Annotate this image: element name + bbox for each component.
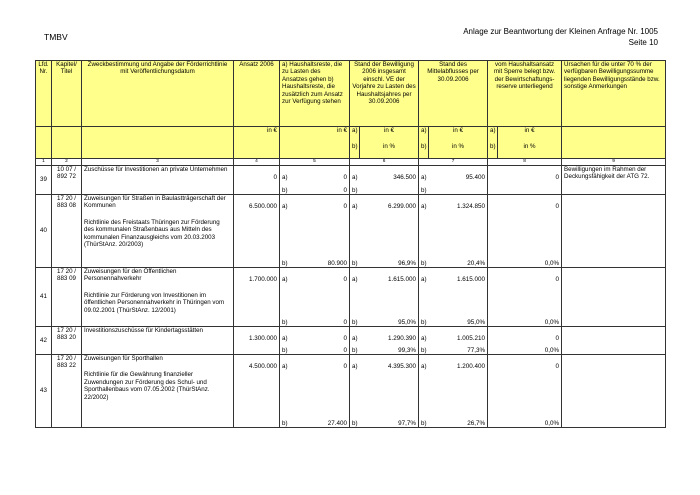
row-bewilligung: 6.299.000 96,9% — [360, 195, 419, 268]
row-zweck — [82, 268, 234, 327]
row-sperre-ab — [488, 166, 498, 195]
row-bewilligung: 346.500 — [360, 166, 419, 195]
document-header-right — [463, 26, 658, 48]
row-mittelabfluss: 1.324.850 20,4% — [429, 195, 488, 268]
row-sperre: 0 — [498, 166, 562, 195]
richtlinie-text: Richtlinie für die Gewährung finanzieller Zuwendungen zur Förderung des Schul- und Sporthallenbaus vom 07.05.2002 (ThürStAnz. 22/2002) — [84, 371, 210, 401]
zweck-text: Zuweisungen für Straßen in Baulastträgerschaft der Kommunen — [84, 195, 226, 210]
row-kapitel: 17 20 / 883 20 — [52, 327, 82, 355]
document-header-left: TMBV — [44, 32, 68, 42]
row-reste: 0 0 — [290, 268, 350, 327]
table-row — [36, 195, 666, 268]
row-bew-ab: a) b) — [350, 327, 360, 355]
row-bewilligung: 1.615.000 95,0% — [360, 268, 419, 327]
table-row — [36, 166, 666, 195]
row-zweck — [82, 166, 234, 195]
col-index: 5 — [280, 159, 350, 166]
col-index: 4 — [234, 159, 280, 166]
table-row — [36, 268, 666, 327]
row-abf-ab: a) b) — [419, 327, 429, 355]
row-sperre: 0 0,0% — [498, 195, 562, 268]
row-sperre: 0 0,0% — [498, 355, 562, 428]
row-number: 39 — [36, 166, 52, 195]
row-ansatz: 0 — [234, 166, 280, 195]
annex-title: Anlage zur Beantwortung der Kleinen Anfrage Nr. 1005 — [463, 27, 658, 36]
row-number: 42 — [36, 327, 52, 355]
col-index: 3 — [82, 159, 234, 166]
row-mittelabfluss: 95.400 — [429, 166, 488, 195]
row-bew-ab: a) b) — [350, 268, 360, 327]
zweck-text: Investitionszuschüsse für Kindertagsstätten — [84, 327, 204, 334]
unit-sperre: in € in % — [498, 127, 562, 159]
budget-table — [35, 60, 666, 428]
col-index: 1 — [36, 159, 52, 166]
col-header-haushaltsreste: a) Haushaltsreste, die zu Lasten des Ansatzes gehen b) Haushaltsreste, die zusätzlich zum Ansatz zur Verfügung stehen — [280, 61, 350, 127]
row-abf-ab: a) b) — [419, 195, 429, 268]
col-index: 6 — [350, 159, 419, 166]
col-header-bewilligung: Stand der Bewilligung 2006 insgesamt einschl. VE der Vorjahre zu Lasten des Haushaltsjahres per 30.09.2006 — [350, 61, 419, 127]
units-row — [36, 127, 666, 159]
row-ansatz: 1.700.000 — [234, 268, 280, 327]
row-bewilligung: 1.290.390 99,3% — [360, 327, 419, 355]
row-abf-ab: a) b) — [419, 268, 429, 327]
row-sperre-ab — [488, 195, 498, 268]
col-header-kapitel: Kapitel/ Titel — [52, 61, 82, 127]
row-reste-ab: a) b) — [280, 327, 290, 355]
unit-abf: in € in % — [429, 127, 488, 159]
row-zweck — [82, 327, 234, 355]
row-ursachen — [562, 327, 666, 355]
row-ursachen: Bewilligungen im Rahmen der Deckungsfähigkeit der ATG 72. — [562, 166, 666, 195]
row-reste: 0 0 — [290, 166, 350, 195]
row-reste: 0 80.900 — [290, 195, 350, 268]
row-reste-ab: a) b) — [280, 355, 290, 428]
row-bewilligung: 4.395.300 97,7% — [360, 355, 419, 428]
row-sperre-ab — [488, 355, 498, 428]
row-abf-ab: a) b) — [419, 166, 429, 195]
row-ursachen — [562, 355, 666, 428]
row-ansatz: 6.500.000 — [234, 195, 280, 268]
row-abf-ab: a) b) — [419, 355, 429, 428]
unit-sperre-ab: a) b) — [488, 127, 498, 159]
richtlinie-text: Richtlinie des Freistaats Thüringen zur Förderung des kommunalen Straßenbaus aus Mitteln des kommunalen Finanzausgleichs vom 20.03.2003 (ThürStAnz. 20/2003) — [84, 218, 220, 249]
row-mittelabfluss: 1.200.400 26,7% — [429, 355, 488, 428]
row-mittelabfluss: 1.615.000 95,0% — [429, 268, 488, 327]
row-ursachen — [562, 268, 666, 327]
row-kapitel: 10 07 / 892 72 — [52, 166, 82, 195]
col-header-sperre: vom Haushaltsansatz mit Sperre belegt bzw. der Bewirtschaftungs-reserve unterliegend — [488, 61, 562, 127]
unit-bew-ab: a) b) — [350, 127, 360, 159]
unit-bew: in € in % — [360, 127, 419, 159]
col-header-ansatz: Ansatz 2006 — [234, 61, 280, 127]
row-number: 43 — [36, 355, 52, 428]
row-kapitel: 17 20 / 883 09 — [52, 268, 82, 327]
row-ansatz: 1.300.000 — [234, 327, 280, 355]
table-row — [36, 327, 666, 355]
row-number: 40 — [36, 195, 52, 268]
row-sperre: 0 0,0% — [498, 327, 562, 355]
col-header-zweck: Zweckbestimmung und Angabe der Förderrichtlinie mit Veröffentlichungsdatum — [82, 61, 234, 127]
col-header-lfd: Lfd. Nr. — [36, 61, 52, 127]
row-ansatz: 4.500.000 — [234, 355, 280, 428]
row-bew-ab: a) b) — [350, 195, 360, 268]
row-reste-ab: a) b) — [280, 195, 290, 268]
row-zweck — [82, 355, 234, 428]
zweck-text: Zuweisungen für den Öffentlichen Personennahverkehr — [84, 268, 177, 283]
zweck-text: Zuweisungen für Sporthallen — [84, 355, 163, 362]
column-index-row — [36, 159, 666, 166]
row-sperre: 0 0,0% — [498, 268, 562, 327]
col-index: 2 — [52, 159, 82, 166]
col-index: 8 — [488, 159, 562, 166]
zweck-text: Zuschüsse für Investitionen an private Unternehmen — [84, 166, 228, 173]
row-sperre-ab — [488, 327, 498, 355]
unit-reste: in € — [280, 127, 350, 159]
col-header-ursachen: Ursachen für die unter 70 % der verfügbaren Bewilligungssumme liegenden Bewilligungsstände bzw. sonstige Anmerkungen — [562, 61, 666, 127]
unit-abf-ab: a) b) — [419, 127, 429, 159]
row-reste: 0 0 — [290, 327, 350, 355]
col-index: 9 — [562, 159, 666, 166]
table-header-row — [36, 61, 666, 127]
row-reste-ab: a) b) — [280, 166, 290, 195]
row-kapitel: 17 20 / 883 22 — [52, 355, 82, 428]
row-kapitel: 17 20 / 883 08 — [52, 195, 82, 268]
col-header-mittelabfluss: Stand des Mittelabflusses per 30.09.2006 — [419, 61, 488, 127]
page-number: Seite 10 — [628, 38, 658, 47]
unit-ansatz: in € — [234, 127, 280, 159]
row-bew-ab: a) b) — [350, 355, 360, 428]
row-ursachen — [562, 195, 666, 268]
row-reste: 0 27.400 — [290, 355, 350, 428]
row-reste-ab: a) b) — [280, 268, 290, 327]
richtlinie-text: Richtlinie zur Förderung von Investitionen im öffentlichen Personennahverkehr in Thüringen vom 09.02.2001 (ThürStAnz. 12/2001) — [84, 291, 225, 314]
row-bew-ab: a) b) — [350, 166, 360, 195]
row-number: 41 — [36, 268, 52, 327]
row-zweck — [82, 195, 234, 268]
table-row — [36, 355, 666, 428]
col-index: 7 — [419, 159, 488, 166]
row-sperre-ab — [488, 268, 498, 327]
row-mittelabfluss: 1.005.210 77,3% — [429, 327, 488, 355]
